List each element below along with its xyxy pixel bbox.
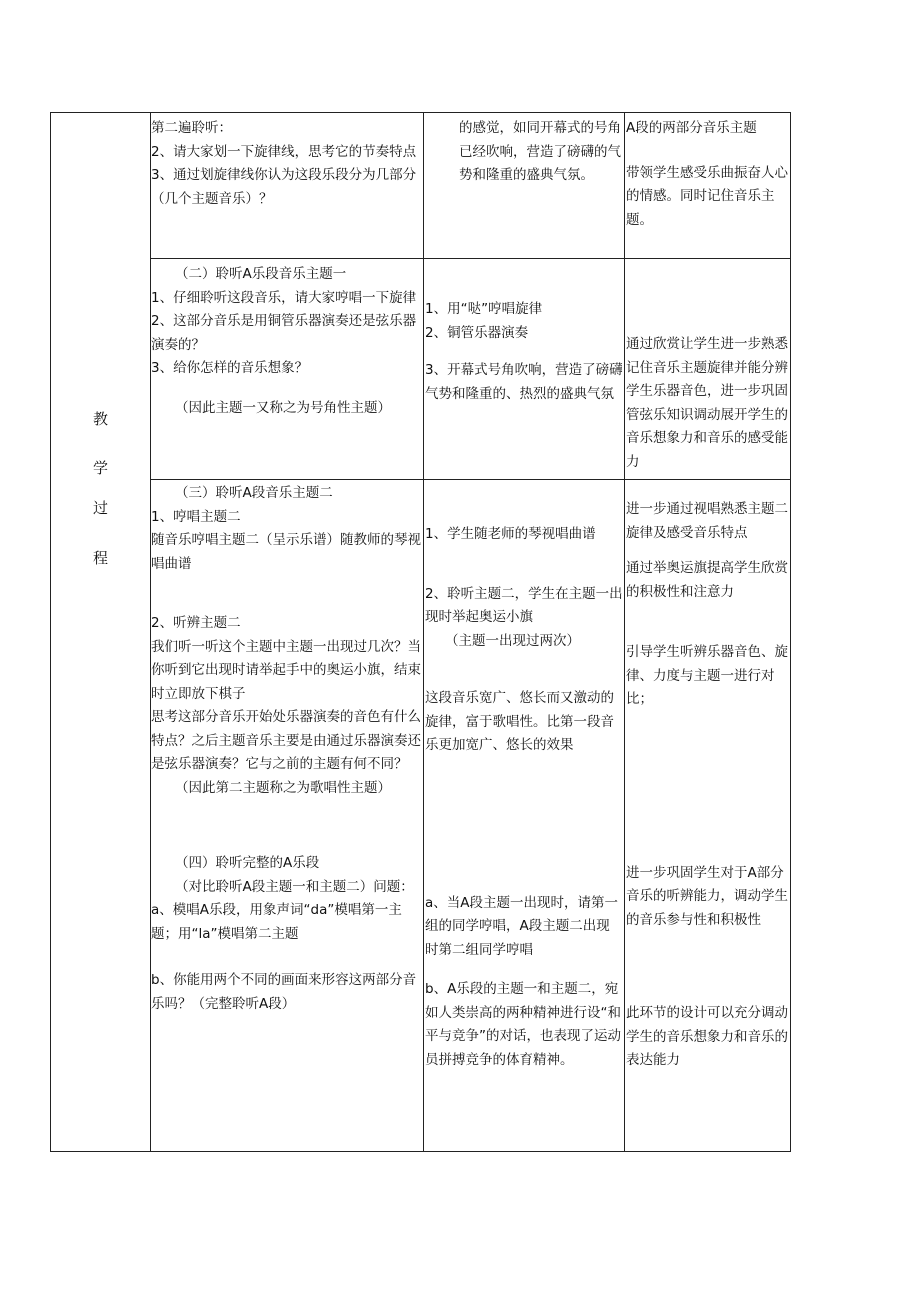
- row2-teacher: [151, 263, 423, 420]
- teacher-line: 第二遍聆听：: [151, 120, 232, 136]
- teacher-line: 3、给你怎样的音乐想象？: [151, 360, 309, 376]
- intent-line: 通过举奥运旗提高学生欣赏的积极性和注意力: [626, 560, 788, 600]
- teacher-line: b、你能用两个不同的画面来形容这两部分音乐吗？（完整聆听A段）: [151, 972, 417, 1012]
- section-label-char: 教: [92, 410, 108, 428]
- intent-line: 此环节的设计可以充分调动学生的音乐想象力和音乐的表达能力: [626, 1005, 788, 1068]
- teacher-line: 随音乐哼唱主题二（呈示乐谱）随教师的琴视唱曲谱: [151, 532, 421, 572]
- lesson-plan-table: [50, 112, 791, 1152]
- intent-line: 通过欣赏让学生进一步熟悉记住音乐主题旋律并能分辨学生乐器音色，进一步巩固管弦乐知识调动展开学生的音乐想象力和音乐的感受能力: [626, 336, 788, 470]
- teacher-line: 2、听辨主题二: [151, 615, 241, 631]
- section-label-char: 程: [92, 549, 108, 567]
- student-line: a、当A段主题一出现时，请第一组的同学哼唱，A段主题二出现时第二组同学哼唱: [425, 894, 619, 958]
- teacher-line: 我们听一听这个主题中主题一出现过几次？当你听到它出现时请举起手中的奥运小旗，结束时立即放下棋子: [151, 638, 421, 702]
- intent-line: 进一步通过视唱熟悉主题二旋律及感受音乐特点: [626, 501, 788, 541]
- row1-teacher: [151, 117, 423, 211]
- intent-line: 带领学生感受乐曲振奋人心的情感。同时记住音乐主题。: [626, 164, 788, 228]
- teacher-line: （因此主题一又称之为号角性主题）: [175, 399, 391, 416]
- student-line: 2、铜管乐器演奏: [425, 324, 529, 341]
- row3-student: [425, 523, 623, 1072]
- row2-intent: [626, 333, 792, 474]
- teacher-line: 1、仔细聆听这段音乐，请大家哼唱一下旋律: [151, 289, 417, 306]
- student-line: 3、开幕式号角吹响，营造了磅礴气势和隆重的、热烈的盛典气氛: [425, 362, 623, 402]
- teacher-line: 1、哼唱主题二: [151, 508, 241, 525]
- row1-student: [425, 117, 623, 188]
- student-line: 1、学生随老师的琴视唱曲谱: [425, 526, 596, 542]
- row-divider: [150, 479, 790, 480]
- column-divider: [423, 113, 424, 1151]
- intent-line: A段的两部分音乐主题: [626, 120, 757, 136]
- teacher-line: 2、这部分音乐是用铜管乐器演奏还是弦乐器演奏的？: [151, 313, 417, 353]
- teacher-line: （三）聆听A段音乐主题二: [175, 485, 333, 501]
- row3-intent: [626, 498, 792, 1073]
- teacher-line: （对比聆听A段主题一和主题二）问题：a、模唱A乐段，用象声词“da”模唱第一主题；用“la”模唱第二主题: [151, 878, 414, 942]
- row1-intent: [626, 117, 792, 232]
- teacher-line: （四）聆听完整的A乐段: [175, 855, 320, 871]
- student-line: 2、聆听主题二，学生在主题一出现时举起奥运小旗: [425, 585, 623, 625]
- student-line: b、A乐段的主题一和主题二，宛如人类崇高的两种精神进行设“和平与竞争”的对话，也表现了运动员拼搏竞争的体育精神。: [425, 981, 621, 1068]
- row-divider: [150, 258, 790, 259]
- section-label-char: 学: [92, 459, 108, 477]
- teacher-line: 2、请大家划一下旋律线，思考它的节奏特点: [151, 143, 417, 160]
- student-line: （主题一出现过两次）: [445, 632, 580, 649]
- row3-teacher: [151, 482, 423, 1016]
- student-line: 的感觉，如同开幕式的号角已经吹响，营造了磅礴的气势和隆重的盛典气氛。: [459, 120, 621, 183]
- row2-student: [425, 298, 623, 406]
- teacher-line: （二）聆听A乐段音乐主题一: [175, 266, 347, 282]
- student-line: 1、用“哒”哼唱旋律: [425, 301, 543, 317]
- intent-line: 进一步巩固学生对于A部分音乐的听辨能力，调动学生的音乐参与性和积极性: [626, 864, 788, 928]
- column-divider: [624, 113, 625, 1151]
- intent-line: 引导学生听辨乐器音色、旋律、力度与主题一进行对比；: [626, 644, 788, 707]
- teacher-line: 3、通过划旋律线你认为这段乐段分为几部分（几个主题音乐）？: [151, 167, 417, 207]
- section-label-char: 过: [92, 499, 108, 517]
- teacher-line: （因此第二主题称之为歌唱性主题）: [175, 779, 391, 796]
- student-line: 这段音乐宽广、悠长而又激动的旋律，富于歌唱性。比第一段音乐更加宽广、悠长的效果: [425, 690, 614, 753]
- teacher-line: 思考这部分音乐开始处乐器演奏的音色有什么特点？之后主题音乐主要是由通过乐器演奏还是弦乐器演奏？它与之前的主题有何不同？: [151, 709, 421, 772]
